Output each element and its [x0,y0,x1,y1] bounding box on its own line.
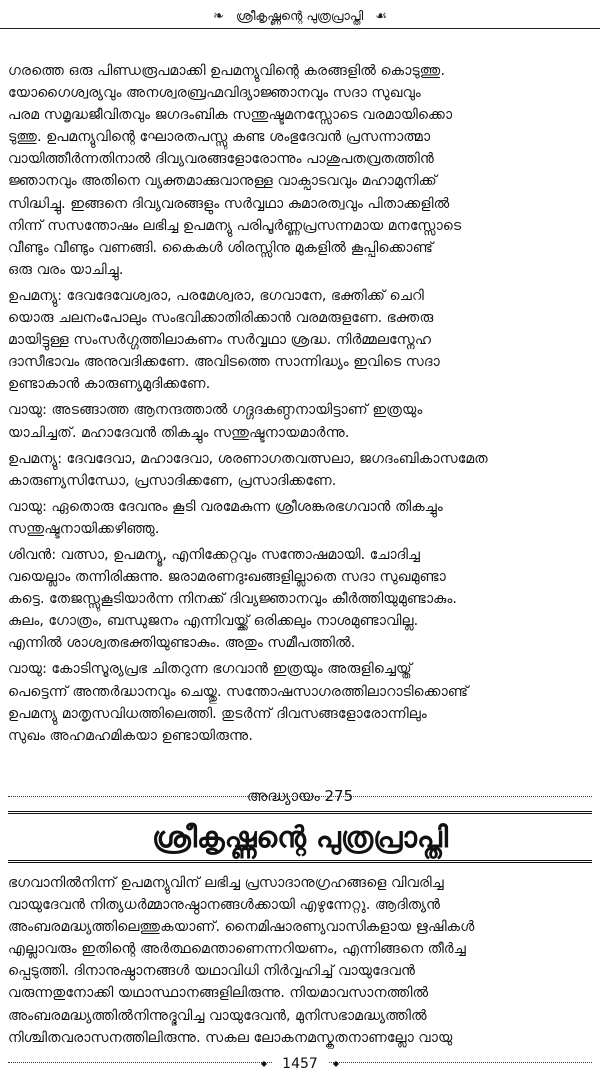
paragraph [8,60,592,281]
text-line: ശിവൻ: വത്സാ, ഉപമന്യൂ, എനിക്കേറ്റവും സന്തോഷമായി. ചോദിച്ച [8,546,421,563]
dialogue-paragraph [8,496,592,540]
chapter-number: അദ്ധ്യായം 275 [246,787,354,805]
text-line: ഒരു വരം യാചിച്ചു. [8,261,124,278]
left-ornament-icon: ❧ [213,9,224,24]
text-line: ദാസീഭാവം അനുവദിക്കണേ. അവിടത്തെ സാന്നിദ്ധ്യം ഇവിടെ സദാ [8,354,440,371]
dialogue-paragraph [8,658,592,746]
text-line: വായു: അടങ്ങാത്ത ആനന്ദത്താൽ ഗദ്ഗദകണ്ഠനായിട്ടാണ് ഇത്രയും [8,402,423,419]
chapter-title: ശ്രീകൃഷ്ണന്റെ പുത്രപ്രാപ്തി [8,811,592,863]
text-line: പ്പെടുത്തി. ദിനാനുഷ്ഠാനങ്ങൾ യഥാവിധി നിർവ്വഹിച്ച് വായുദേവൻ [8,963,416,980]
text-line: എല്ലാവരും ഇതിന്റെ അർത്ഥമെന്താണെന്നറിയണം, എന്നിങ്ങനെ തീർച്ച [8,941,466,958]
text-line: എന്നിൽ ശാശ്വതഭക്തിയുണ്ടാകും. അതും സമീപത്തിൽ. [8,635,356,652]
text-line: സുഖം അഹമഹമികയാ ഉണ്ടായിരുന്നു. [8,727,253,744]
text-line: വായുദേവൻ നിത്യധർമ്മാനുഷ്ഠാനങ്ങൾക്കായി എഴുന്നേറ്റു. ആദിത്യൻ [8,897,441,914]
upper-text-block [8,60,592,751]
running-header [0,4,600,29]
text-line: ഉപമന്യു: ദേവദേവേശ്വരാ, പരമേശ്വരാ, ഭഗവാനേ, ഭക്തിക്ക് ചെറി [8,287,424,304]
text-line: അംബരമദ്ധ്യത്തിൽനിന്നുദ്ഭവിച്ച വായുദേവൻ, മുനിസഭാമദ്ധ്യത്തിൽ [8,1007,427,1024]
text-line: ഗരത്തെ ഒരു പിണ്ഡരൂപമാക്കി ഉപമന്യുവിന്റെ കരങ്ങളിൽ കൊടുത്തു. [8,63,445,79]
text-line: കുലം, ഗോത്രം, ബന്ധുജനം എന്നിവയ്ക്ക് ഒരിക്കലും നാശമുണ്ടാവില്ല. [8,613,419,630]
text-line: ടുത്തു. ഉപമന്യുവിന്റെ ഘോരതപസ്സു കണ്ട ശംഭുദേവൻ പ്രസന്നാത്മാ [8,129,431,146]
diamond-icon: ◆ [260,1059,268,1068]
text-line: നിശ്ചിതവരാസനത്തിലിരുന്നു. സകല ലോകനമസ്കൃതനാണല്ലോ വായു [8,1029,453,1046]
text-line: വീണ്ടും വീണ്ടും വണങ്ങി. കൈകൾ ശിരസ്സിനു മുകളിൽ കൂപ്പിക്കൊണ്ട് [8,239,434,256]
text-line: മായിട്ടുള്ള സംസർഗ്ഗത്തിലാകണം സർവ്വഥാ ശ്രദ്ധ. നിർമ്മലസ്നേഹ [8,332,432,349]
dialogue-paragraph [8,448,592,492]
text-line: വായു: ഏതൊരു ദേവനും കൂടി വരമേകുന്ന ശ്രീശങ്കരഭഗവാൻ തികച്ചും [8,498,443,515]
text-line: വയെല്ലാം തന്നിരിക്കുന്നു. ജരാമരണദുഃഖങ്ങളില്ലാതെ സദാ സുഖമുണ്ടാ [8,569,446,586]
text-line: പെട്ടെന്ന് അന്തർദ്ധാനവും ചെയ്തു. സന്തോഷസാഗരത്തിലാറാടിക്കൊണ്ട് [8,683,469,700]
dialogue-paragraph [8,544,592,654]
diamond-icon: ◆ [332,1059,340,1068]
text-line: വരുന്നതുനോക്കി യഥാസ്ഥാനങ്ങളിലിരുന്നു. നിയമാവസാനത്തിൽ [8,985,429,1002]
chapter-text-block [8,872,592,1053]
text-line: യൊരു ചലനംപോലും സംഭവിക്കാതിരിക്കാൻ വരമരുളണേ. ഭക്തരു [8,310,434,327]
text-line: നിന്ന് സസന്തോഷം ലഭിച്ച ഉപമന്യു പരിപൂർണ്ണപ്രസന്നമായ മനസ്സോടെ [8,217,462,234]
text-line: യോഗൈശ്വര്യവും അനശ്വരബ്രഹ്മവിദ്യാജ്ഞാനവും സദാ സുഖവും [8,85,421,102]
text-line: വായിത്തീർന്നതിനാൽ ദിവ്യവരങ്ങളോരോന്നും പാശുപതവ്രതത്തിൻ [8,151,434,168]
text-line: ജ്ഞാനവും അതിനെ വ്യക്തമാക്കുവാനുള്ള വാക്പാടവവും മഹാമുനിക്ക് [8,173,437,190]
text-line: സിദ്ധിച്ചു. ഇങ്ങനെ ദിവ്യവരങ്ങളും സർവ്വഥാ കുമാരത്വവും പിതാക്കളിൽ [8,195,450,212]
page-footer [8,1056,592,1081]
text-line: ഉണ്ടാകാൻ കാരുണ്യമുദിക്കണേ. [8,376,211,393]
dialogue-paragraph [8,285,592,395]
page-number: 1457 [272,1056,328,1072]
paragraph [8,872,592,1049]
text-line: കട്ടെ. തേജസ്സുകൂടിയാർന്ന നിനക്ക് ദിവ്യജ്ഞാനവും കീർത്തിയുമുണ്ടാകും. [8,591,457,608]
right-ornament-icon: ☙ [375,9,387,24]
dialogue-paragraph [8,399,592,443]
running-title: ശ്രീകൃഷ്ണന്റെ പുത്രപ്രാപ്തി [235,8,364,23]
text-line: ഉപമന്യു: ദേവദേവാ, മഹാദേവാ, ശരണാഗതവത്സലാ, ജഗദംബികാസമേത [8,450,488,467]
text-line: സന്തുഷ്ടനായിക്കഴിഞ്ഞു. [8,520,160,537]
text-line: ഉപമന്യു മാതൃസവിധത്തിലെത്തി. തുടർന്ന് ദിവസങ്ങളോരോന്നിലും [8,705,427,722]
text-line: അംബരമദ്ധ്യത്തിലെത്തുകയാണ്. നൈമിഷാരണ്യവാസികളായ ഋഷികൾ [8,919,475,936]
text-line: കാരുണ്യസിന്ധോ, പ്രസാദിക്കണേ, പ്രസാദിക്കണേ. [8,472,337,489]
text-line: യാചിച്ചത്. മഹാദേവൻ തികച്ചും സന്തുഷ്ടനായമാർന്നു. [8,424,350,441]
text-line: പരമ സമൃദ്ധജീവിതവും ജഗദംബിക സന്തുഷ്ടമനസ്സോടെ വരമായിക്കൊ [8,107,453,124]
text-line: ഭഗവാനിൽനിന്ന് ഉപമന്യുവിന് ലഭിച്ച പ്രസാദാനുഗ്രഹങ്ങളെ വിവരിച്ച [8,875,444,891]
text-line: വായു: കോടിസൂര്യപ്രഭ ചിതറുന്ന ഭഗവാൻ ഇത്രയും അരുളിച്ചെയ്ത് [8,661,412,678]
